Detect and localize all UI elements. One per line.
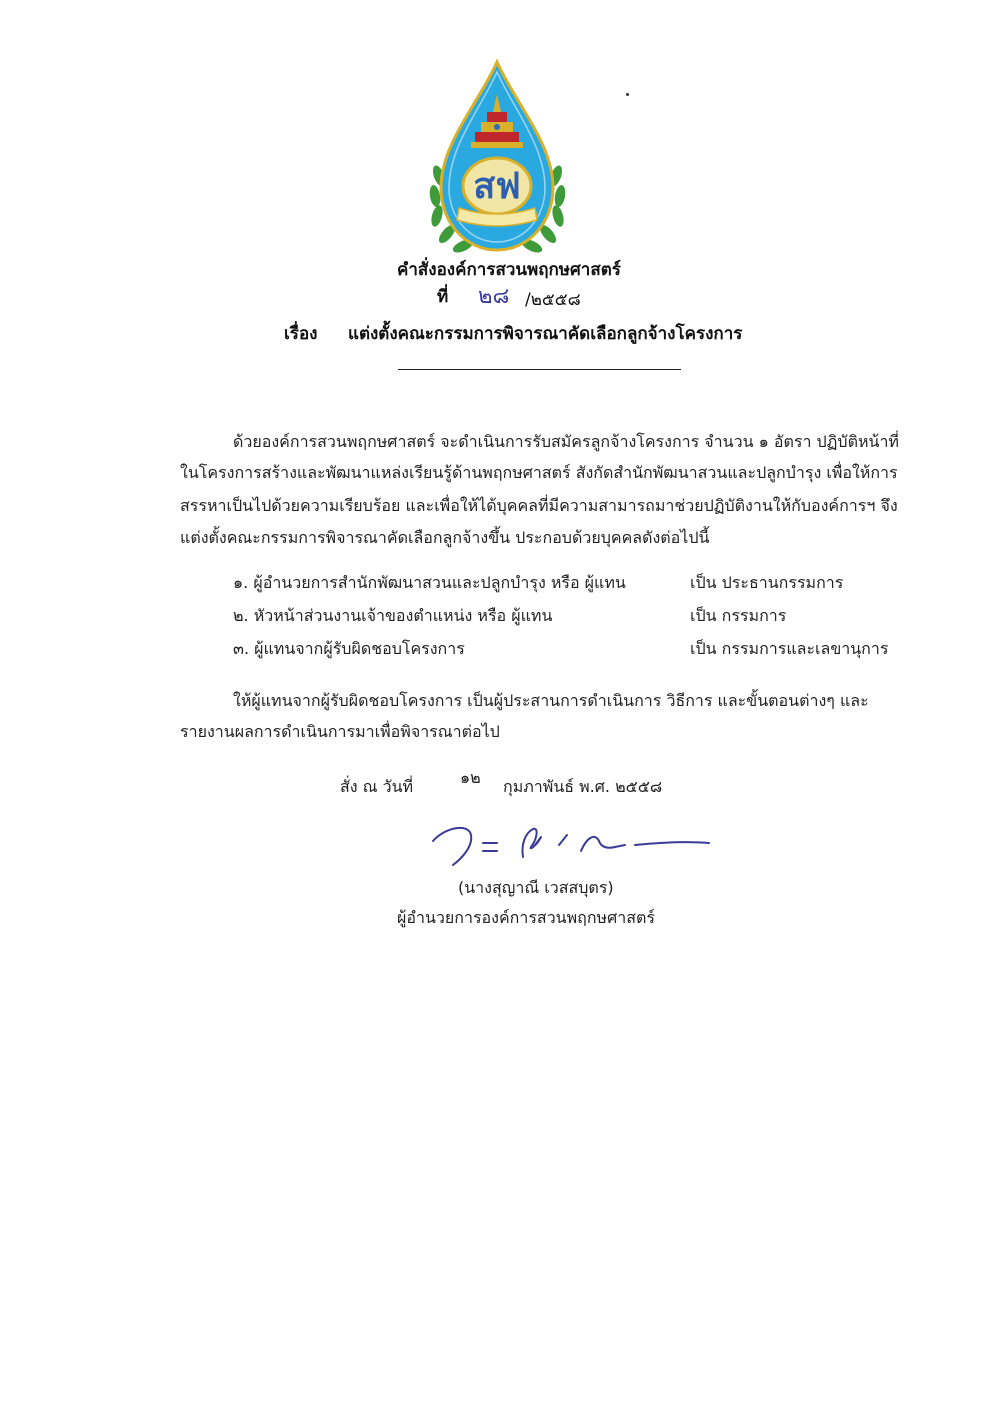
intro-line-3: สรรหาเป็นไปด้วยความเรียบร้อย และเพื่อให้ได้บุคคลที่มีความสามารถมาช่วยปฏิบัติงานให้กับองค์การฯ จึง bbox=[180, 496, 898, 515]
subject-text: แต่งตั้งคณะกรรมการพิจารณาคัดเลือกลูกจ้างโครงการ bbox=[348, 324, 743, 344]
committee-member-2: ๒. หัวหน้าส่วนงานเจ้าของตำแหน่ง หรือ ผู้แทน bbox=[233, 606, 553, 625]
speck bbox=[626, 93, 629, 96]
subject-label: เรื่อง bbox=[284, 324, 318, 344]
closing-line-2: รายงานผลการดำเนินการมาเพื่อพิจารณาต่อไป bbox=[180, 722, 500, 741]
intro-line-1: ด้วยองค์การสวนพฤกษศาสตร์ จะดำเนินการรับสมัครลูกจ้างโครงการ จำนวน ๑ อัตรา ปฏิบัติหน้าที่ bbox=[233, 432, 899, 451]
order-number-value: ๒๘ bbox=[478, 284, 510, 309]
committee-role-1: เป็น ประธานกรรมการ bbox=[690, 573, 844, 592]
committee-role-3: เป็น กรรมการและเลขานุการ bbox=[690, 639, 889, 658]
header-divider bbox=[398, 369, 681, 370]
intro-line-2: ในโครงการสร้างและพัฒนาแหล่งเรียนรู้ด้านพฤกษศาสตร์ สังกัดสำนักพัฒนาสวนและปลูกบำรุง เพื่อให้การ bbox=[180, 463, 898, 482]
signatory-name: (นางสุญาณี เวสสบุตร) bbox=[458, 878, 614, 897]
committee-member-3: ๓. ผู้แทนจากผู้รับผิดชอบโครงการ bbox=[233, 639, 465, 658]
order-number-suffix: /๒๕๕๘ bbox=[525, 290, 581, 310]
intro-line-4: แต่งตั้งคณะกรรมการพิจารณาคัดเลือกลูกจ้างขึ้น ประกอบด้วยบุคคลดังต่อไปนี้ bbox=[180, 528, 710, 547]
organization-logo bbox=[425, 58, 570, 258]
committee-member-1: ๑. ผู้อำนวยการสำนักพัฒนาสวนและปลูกบำรุง หรือ ผู้แทน bbox=[233, 573, 626, 592]
order-title: คำสั่งองค์การสวนพฤกษศาสตร์ bbox=[397, 260, 621, 280]
order-number-prefix: ที่ bbox=[437, 287, 449, 307]
closing-line-1: ให้ผู้แทนจากผู้รับผิดชอบโครงการ เป็นผู้ประสานการดำเนินการ วิธีการ และขั้นตอนต่างๆ และ bbox=[233, 691, 869, 710]
date-prefix: สั่ง ณ วันที่ bbox=[340, 777, 414, 796]
date-day: ๑๒ bbox=[460, 768, 481, 787]
committee-role-2: เป็น กรรมการ bbox=[690, 606, 787, 625]
date-suffix: กุมภาพันธ์ พ.ศ. ๒๕๕๘ bbox=[503, 777, 663, 796]
signatory-position: ผู้อำนวยการองค์การสวนพฤกษศาสตร์ bbox=[397, 908, 655, 927]
svg-text:สฟ: สฟ bbox=[473, 165, 521, 207]
handwritten-signature bbox=[425, 815, 715, 870]
